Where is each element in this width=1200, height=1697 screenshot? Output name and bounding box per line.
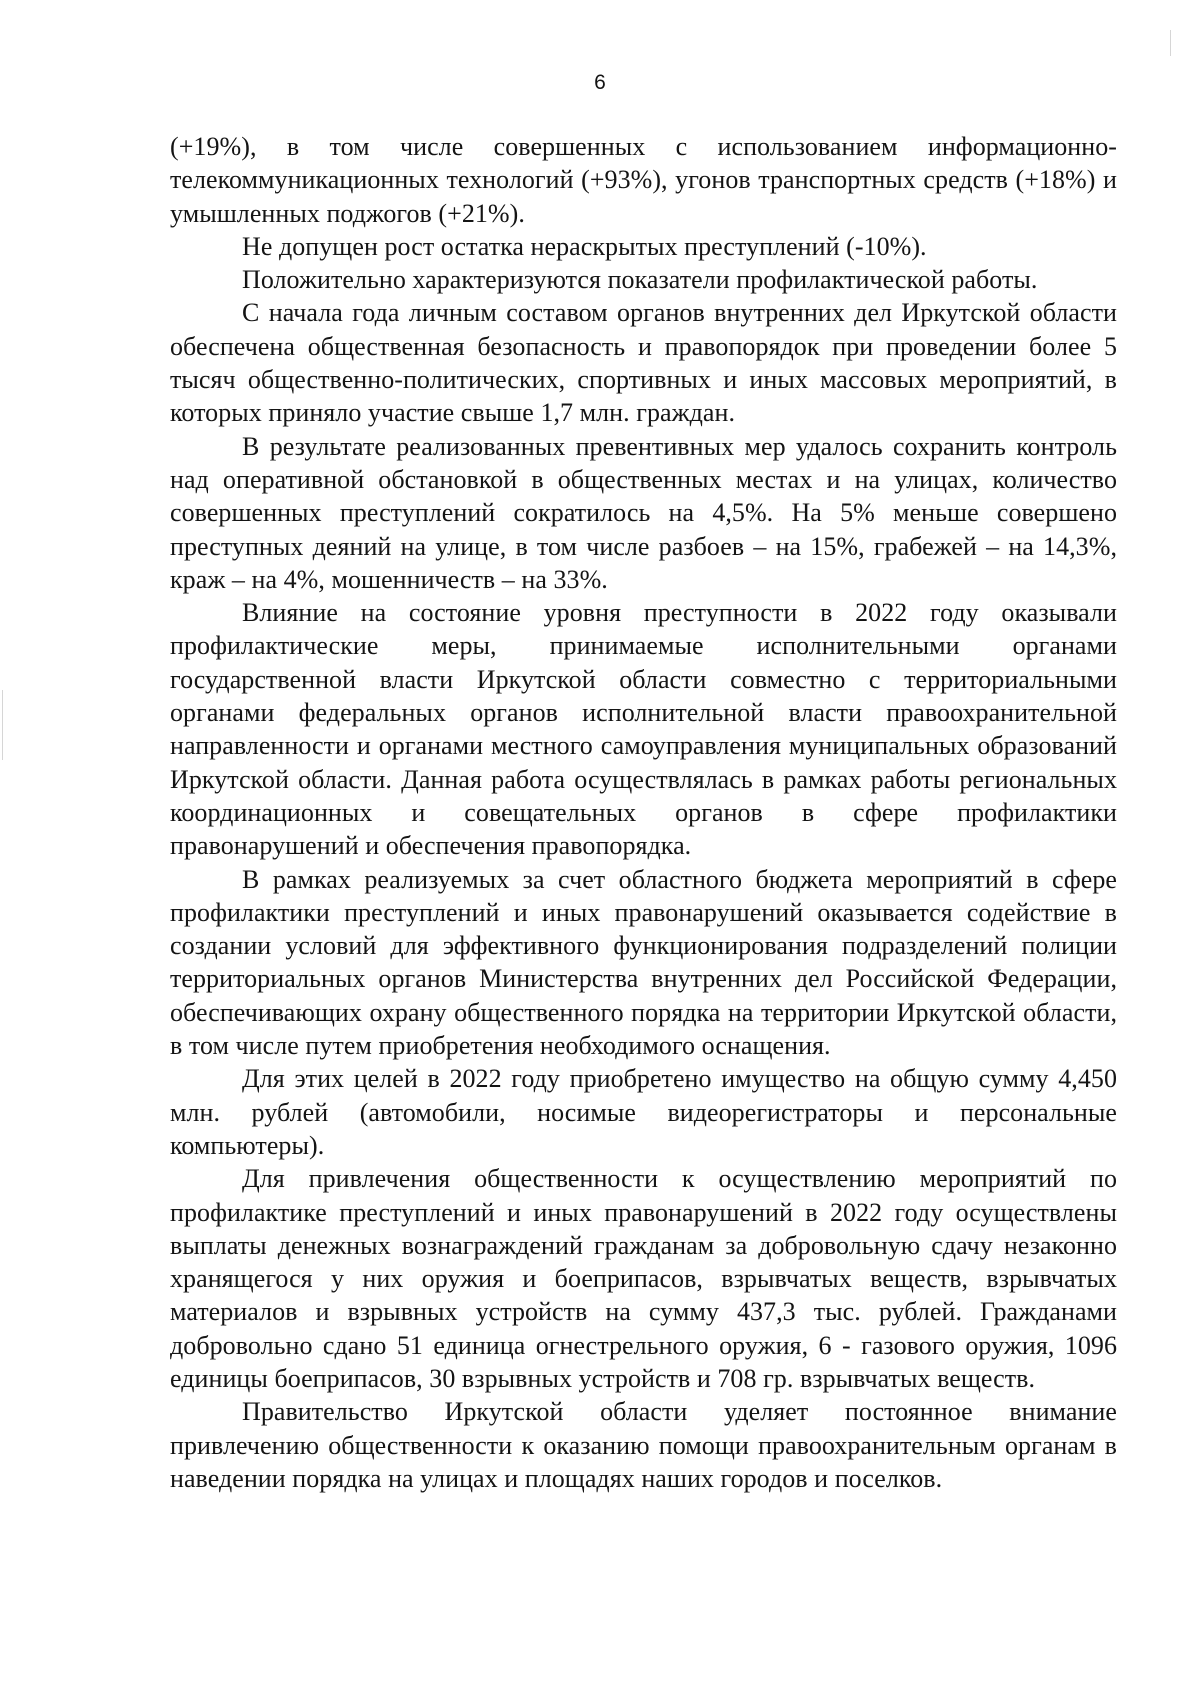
scan-edge-mark (2, 690, 3, 760)
document-body (170, 130, 1117, 1495)
paragraph: Для этих целей в 2022 году приобретено имущество на общую сумму 4,450 млн. рублей (автомобили, носимые видеорегистраторы и персональные компьютеры). (170, 1064, 1117, 1160)
paragraph: (+19%), в том числе совершенных с использованием информационно-телекоммуникационных технологий (+93%), угонов транспортных средств (+18%) и умышленных поджогов (+21%). (170, 132, 1117, 228)
paragraph: С начала года личным составом органов внутренних дел Иркутской области обеспечена общественная безопасность и правопорядок при проведении более 5 тысяч общественно-политических, спортивных и иных массовых мероприятий, в которых приняло участие свыше 1,7 млн. граждан. (170, 298, 1117, 428)
scan-edge-mark (1170, 30, 1171, 56)
paragraph: В рамках реализуемых за счет областного бюджета мероприятий в сфере профилактики преступлений и иных правонарушений оказывается содействие в создании условий для эффективного функционирования подразделений полиции территориальных органов Министерства внутренних дел Российской Федерации, обеспечивающих охрану общественного порядка на территории Иркутской области, в том числе путем приобретения необходимого оснащения. (170, 864, 1117, 1061)
paragraph: Правительство Иркутской области уделяет постоянное внимание привлечению общественности к оказанию помощи правоохранительным органам в наведении порядка на улицах и площадях наших городов и поселков. (170, 1397, 1117, 1493)
paragraph: В результате реализованных превентивных мер удалось сохранить контроль над оперативной обстановкой в общественных местах и на улицах, количество совершенных преступлений сократилось на 4,5%. На 5% меньше совершено преступных деяний на улице, в том числе разбоев – на 15%, грабежей – на 14,3%, краж – на 4%, мошенничеств – на 33%. (170, 431, 1117, 594)
page-number: 6 (594, 71, 606, 94)
paragraph: Влияние на состояние уровня преступности в 2022 году оказывали профилактические меры, принимаемые исполнительными органами государственной власти Иркутской области совместно с территориальными органами федеральных органов исполнительной власти правоохранительной направленности и органами местного самоуправления муниципальных образований Иркутской области. Данная работа осуществлялась в рамках работы региональных координационных и совещательных органов в сфере профилактики правонарушений и обеспечения правопорядка. (170, 598, 1117, 861)
paragraph: Для привлечения общественности к осуществлению мероприятий по профилактике преступлений и иных правонарушений в 2022 году осуществлены выплаты денежных вознаграждений гражданам за добровольную сдачу незаконно хранящегося у них оружия и боеприпасов, взрывчатых веществ, взрывчатых материалов и взрывных устройств на сумму 437,3 тыс. рублей. Гражданами добровольно сдано 51 единица огнестрельного оружия, 6 - газового оружия, 1096 единицы боеприпасов, 30 взрывных устройств и 708 гр. взрывчатых веществ. (170, 1164, 1117, 1393)
paragraph: Положительно характеризуются показатели профилактической работы. (242, 265, 1038, 295)
paragraph: Не допущен рост остатка нераскрытых преступлений (-10%). (242, 231, 927, 261)
